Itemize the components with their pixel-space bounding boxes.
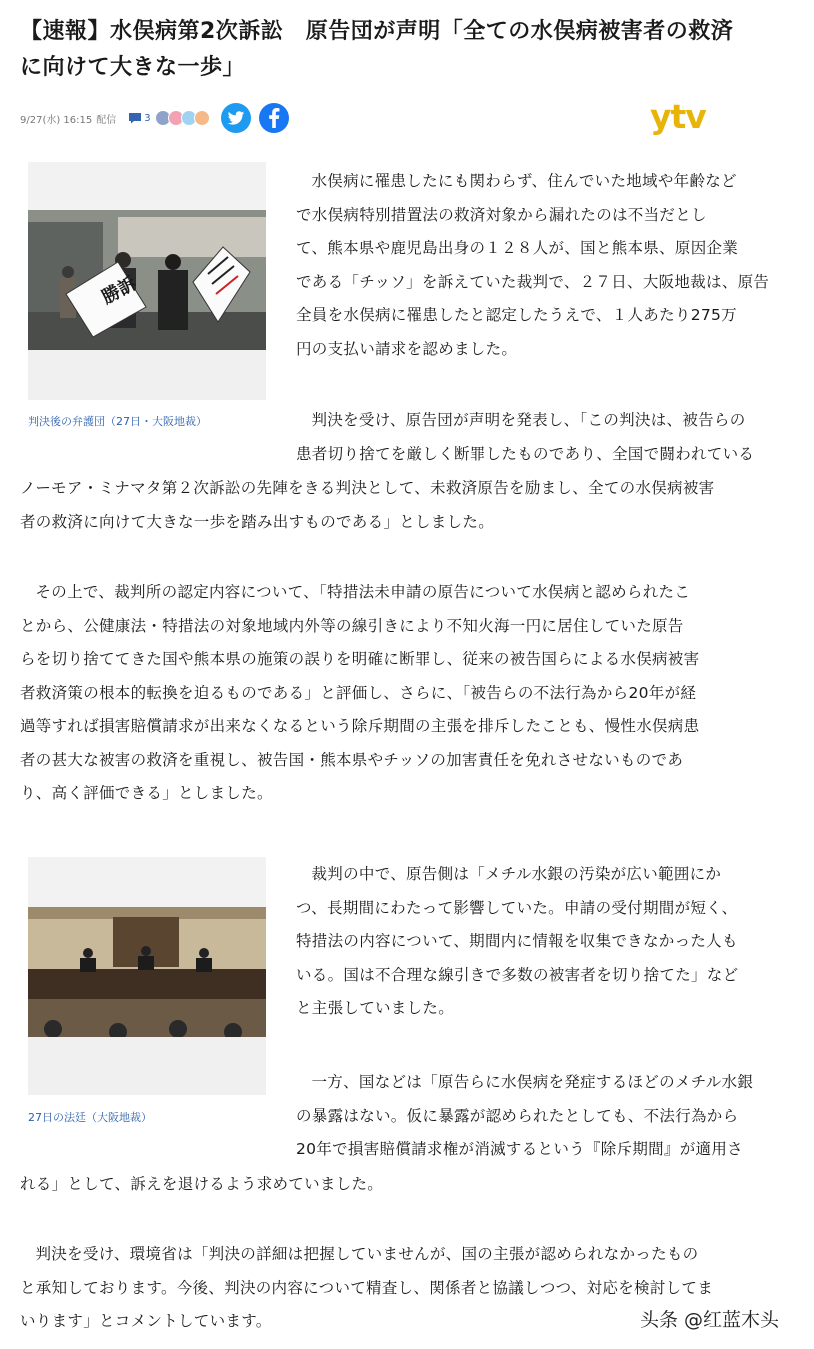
twitter-icon <box>227 111 245 126</box>
reaction-avatars <box>155 110 207 126</box>
paragraph-2-cont <box>20 472 800 539</box>
text-line: 者の救済に向けて大きな一歩を踏み出すものである」としました。 <box>20 512 495 531</box>
facebook-icon <box>268 108 280 128</box>
twitter-share-button[interactable] <box>221 103 251 133</box>
text-line: と主張していました。 <box>296 999 455 1017</box>
text-line: つ、長期間にわたって影響していた。申請の受付期間が短く、 <box>296 898 738 917</box>
text-line: いります」とコメントしています。 <box>20 1312 272 1330</box>
text-line: 円の支払い請求を認めました。 <box>296 339 518 358</box>
text-line: 水俣病に罹患したにも関わらず、住んでいた地域や年齢など <box>311 172 737 190</box>
text-line: いる。国は不合理な線引きで多数の被害者を切り捨てた」など <box>296 965 739 984</box>
text-line: ノーモア・ミナマタ第２次訴訟の先陣をきる判決として、未救済原告を励まし、全ての水俣病被害 <box>20 479 715 497</box>
text-line: 者の甚大な被害の救済を重視し、被告国・熊本県やチッソの加害責任を免れさせないものであ <box>20 750 684 769</box>
photo1-caption: 判決後の弁護団（27日・大阪地裁） <box>28 415 207 428</box>
comment-count: 3 <box>144 112 151 124</box>
victory-sign-text: 勝訴 <box>98 272 141 309</box>
text-line: 特措法の内容について、期間内に情報を収集できなかった人も <box>296 932 738 950</box>
title-line-2: に向けて大きな一歩」 <box>20 55 246 80</box>
text-line: 20年で損害賠償請求権が消滅するという『除斥期間』が適用さ <box>296 1140 743 1158</box>
ytv-logo: ytv <box>650 97 706 136</box>
text-line: と承知しております。今後、判決の内容について精査し、関係者と協議しつつ、対応を検討してま <box>20 1278 714 1297</box>
text-line: 判決を受け、環境省は「判決の詳細は把握していませんが、国の主張が認められなかったもの <box>35 1245 699 1263</box>
text-line: その上で、裁判所の認定内容について、「特措法未申請の原告について水俣病と認められたこ <box>35 583 691 601</box>
verdict-photo <box>28 162 266 400</box>
avatar <box>194 110 210 126</box>
text-line: 患者切り捨てを厳しく断罪したものであり、全国で闘われている <box>296 444 755 463</box>
publish-label: 配信 <box>96 114 117 126</box>
text-line: 判決を受け、原告団が声明を発表し、「この判決は、被告らの <box>311 411 746 429</box>
text-line: て、熊本県や鹿児島出身の１２８人が、国と熊本県、原因企業 <box>296 239 739 257</box>
text-line: れる」として、訴えを退けるよう求めていました。 <box>20 1175 384 1193</box>
text-line: 過等すれば損害賠償請求が出来なくなるという除斥期間の主張を排斥したことも、慢性水俣病患 <box>20 717 700 735</box>
paragraph-4 <box>296 858 796 1026</box>
text-line: 者救済策の根本的転換を迫るものである」と評価し、さらに、「被告らの不法行為から20年が経 <box>20 683 697 702</box>
text-line: である「チッソ」を訴えていた裁判で、２７日、大阪地裁は、原告 <box>296 272 770 291</box>
text-line: 全員を水俣病に罹患したと認定したうえで、１人あたり275万 <box>296 306 737 324</box>
publish-date: 9/27(水) 16:15 <box>20 114 93 126</box>
paragraph-2 <box>296 404 796 471</box>
text-line: 一方、国などは「原告らに水俣病を発症するほどのメチル水銀 <box>311 1073 754 1091</box>
text-line: とから、公健康法・特措法の対象地域内外等の線引きにより不知火海一円に居住していた原告 <box>20 616 684 635</box>
facebook-share-button[interactable] <box>259 103 289 133</box>
text-line: り、高く評価できる」としました。 <box>20 784 273 802</box>
paragraph-5-cont <box>20 1168 800 1202</box>
title-line-1: 【速報】水俣病第2次訴訟 原告団が声明「全ての水俣病被害者の救済 <box>20 19 734 44</box>
text-line: の暴露はない。仮に暴露が認められたとしても、不法行為から <box>296 1106 739 1125</box>
watermark: 头条 @红蓝木头 <box>640 1309 780 1331</box>
article-title <box>20 14 800 86</box>
paragraph-5 <box>296 1066 796 1167</box>
photo2-caption: 27日の法廷（大阪地裁） <box>28 1111 152 1124</box>
comment-icon <box>128 112 142 124</box>
paragraph-1 <box>296 165 796 366</box>
courtroom-photo <box>28 857 266 1095</box>
text-line: らを切り捨ててきた国や熊本県の施策の誤りを明確に断罪し、従来の被告国らによる水俣病被害 <box>20 650 700 668</box>
text-line: 裁判の中で、原告側は「メチル水銀の汚染が広い範囲にか <box>311 865 722 883</box>
paragraph-3 <box>20 576 800 811</box>
comment-link[interactable] <box>128 112 150 124</box>
text-line: で水俣病特別措置法の救済対象から漏れたのは不当だとし <box>296 205 707 224</box>
